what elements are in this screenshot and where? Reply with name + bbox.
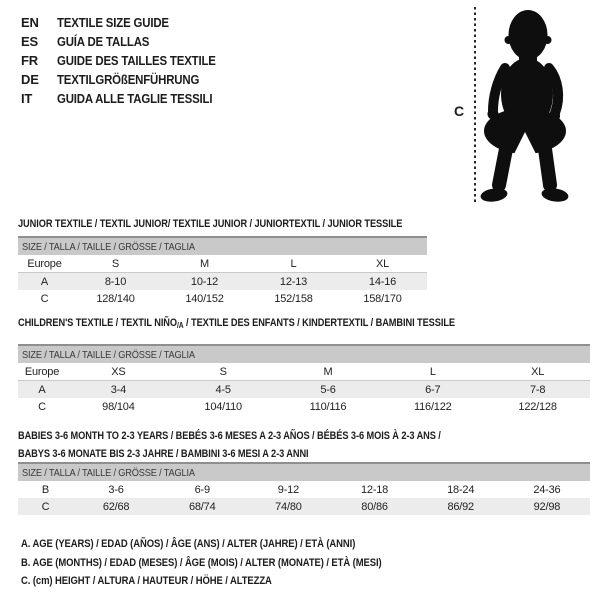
row-label: Europe	[18, 255, 71, 273]
age-cell: 3-6	[108, 483, 124, 496]
row-label: A	[18, 273, 71, 291]
size-cell: L	[380, 363, 485, 381]
height-cell: 62/68	[73, 498, 159, 515]
size-header-row	[18, 463, 590, 481]
language-row	[21, 32, 237, 51]
language-code: IT	[21, 91, 33, 106]
size-cell: XL	[338, 255, 427, 273]
age-cell: 4-5	[171, 381, 276, 399]
age-cell: 6-9	[194, 483, 210, 496]
language-list	[21, 13, 237, 108]
table-row	[18, 381, 590, 399]
height-cell: 68/74	[159, 498, 245, 515]
size-cell: S	[71, 255, 160, 273]
row-label: C	[40, 292, 49, 305]
footnote-b: B. AGE (MONTHS) / EDAD (MESES) / ÂGE (MOIS) / ALTER (MONATE) / ETÀ (MESI)	[21, 556, 382, 569]
age-cell: 10-12	[160, 273, 249, 291]
language-label: TEXTILE SIZE GUIDE	[57, 15, 169, 30]
children-size-table	[18, 344, 590, 415]
height-cell: 110/116	[309, 400, 347, 413]
height-cell: 152/158	[274, 292, 313, 305]
height-cell: 80/86	[331, 498, 417, 515]
age-cell: 5-6	[276, 381, 381, 399]
size-header-label: SIZE / TALLA / TAILLE / GRÖSSE / TAGLIA	[22, 348, 195, 361]
table-row	[18, 273, 427, 291]
language-row	[21, 89, 237, 108]
age-cell: 24-36	[533, 483, 561, 496]
age-cell: 7-8	[485, 381, 590, 399]
height-cell: 98/104	[102, 400, 135, 413]
height-dotted-line	[474, 7, 476, 205]
language-code: ES	[21, 34, 38, 49]
age-cell: 6-7	[380, 381, 485, 399]
row-label: Europe	[18, 363, 66, 381]
row-label: B	[41, 483, 50, 496]
language-row	[21, 13, 237, 32]
height-cell: 140/152	[185, 292, 224, 305]
babies-section-title	[18, 427, 441, 463]
row-label: A	[18, 381, 66, 399]
babies-title-line2: BABYS 3-6 MONATE BIS 2-3 JAHRE / BAMBINI 3-6 MESI A 2-3 ANNI	[18, 448, 309, 460]
baby-silhouette-icon	[480, 5, 572, 205]
language-code: EN	[21, 15, 39, 30]
height-cell: 158/170	[363, 292, 402, 305]
table-row	[18, 290, 427, 307]
babies-size-table	[18, 462, 590, 515]
height-cell: 86/92	[418, 498, 504, 515]
language-label: GUÍA DE TALLAS	[57, 34, 150, 49]
children-title-post: / TEXTILE DES ENFANTS / KINDERTEXTIL / BAMBINI TESSILE	[183, 317, 455, 329]
children-title-sub: /A	[176, 321, 184, 330]
age-cell: 8-10	[71, 273, 160, 291]
language-code: DE	[21, 72, 39, 87]
children-title-pre: CHILDREN'S TEXTILE / TEXTIL NIÑO	[18, 317, 177, 329]
height-label: C	[454, 103, 465, 119]
babies-title-line1: BABIES 3-6 MONTH TO 2-3 YEARS / BEBÉS 3-6 MESES A 2-3 AÑOS / BÉBÉS 3-6 MOIS À 2-3 ANS /	[18, 430, 441, 442]
age-cell: 12-18	[360, 483, 389, 496]
language-code: FR	[21, 53, 38, 68]
height-cell: 74/80	[245, 498, 331, 515]
table-row	[18, 498, 590, 515]
row-label: C	[18, 498, 73, 515]
age-cell: 9-12	[277, 483, 299, 496]
size-header-row	[18, 237, 427, 255]
age-cell: 18-24	[447, 483, 475, 496]
height-cell: 122/128	[518, 400, 557, 413]
height-cell: 104/110	[204, 400, 242, 413]
table-row	[18, 481, 590, 498]
language-label: GUIDA ALLE TAGLIE TESSILI	[57, 91, 213, 106]
size-header-label: SIZE / TALLA / TAILLE / GRÖSSE / TAGLIA	[22, 240, 195, 253]
height-cell: 92/98	[504, 498, 590, 515]
age-cell: 14-16	[338, 273, 427, 291]
footnote-c: C. (cm) HEIGHT / ALTURA / HAUTEUR / HÖHE / ALTEZZA	[21, 575, 272, 587]
size-header-row	[18, 345, 590, 363]
table-row	[18, 363, 590, 381]
size-header-label: SIZE / TALLA / TAILLE / GRÖSSE / TAGLIA	[22, 466, 195, 479]
size-cell: S	[171, 363, 276, 381]
language-row	[21, 70, 237, 89]
language-label: GUIDE DES TAILLES TEXTILE	[57, 53, 216, 68]
size-cell: M	[276, 363, 381, 381]
size-cell: XL	[485, 363, 590, 381]
age-cell: 3-4	[66, 381, 171, 399]
size-cell: L	[249, 255, 338, 273]
footnotes	[21, 535, 382, 591]
size-cell: M	[160, 255, 249, 273]
table-row	[18, 255, 427, 273]
table-row	[18, 398, 590, 415]
language-label: TEXTILGRÖßENFÜHRUNG	[57, 72, 200, 87]
height-cell: 116/122	[414, 400, 452, 413]
language-row	[21, 51, 237, 70]
row-label: C	[38, 400, 46, 413]
size-cell: XS	[66, 363, 171, 381]
junior-section-title: JUNIOR TEXTILE / TEXTIL JUNIOR/ TEXTILE JUNIOR / JUNIORTEXTIL / JUNIOR TESSILE	[18, 218, 403, 230]
footnote-a: A. AGE (YEARS) / EDAD (AÑOS) / ÂGE (ANS) / ALTER (JAHRE) / ETÀ (ANNI)	[21, 538, 356, 550]
children-section-title	[18, 314, 455, 335]
height-cell: 128/140	[96, 292, 135, 305]
junior-size-table	[18, 236, 427, 307]
age-cell: 12-13	[249, 273, 338, 291]
